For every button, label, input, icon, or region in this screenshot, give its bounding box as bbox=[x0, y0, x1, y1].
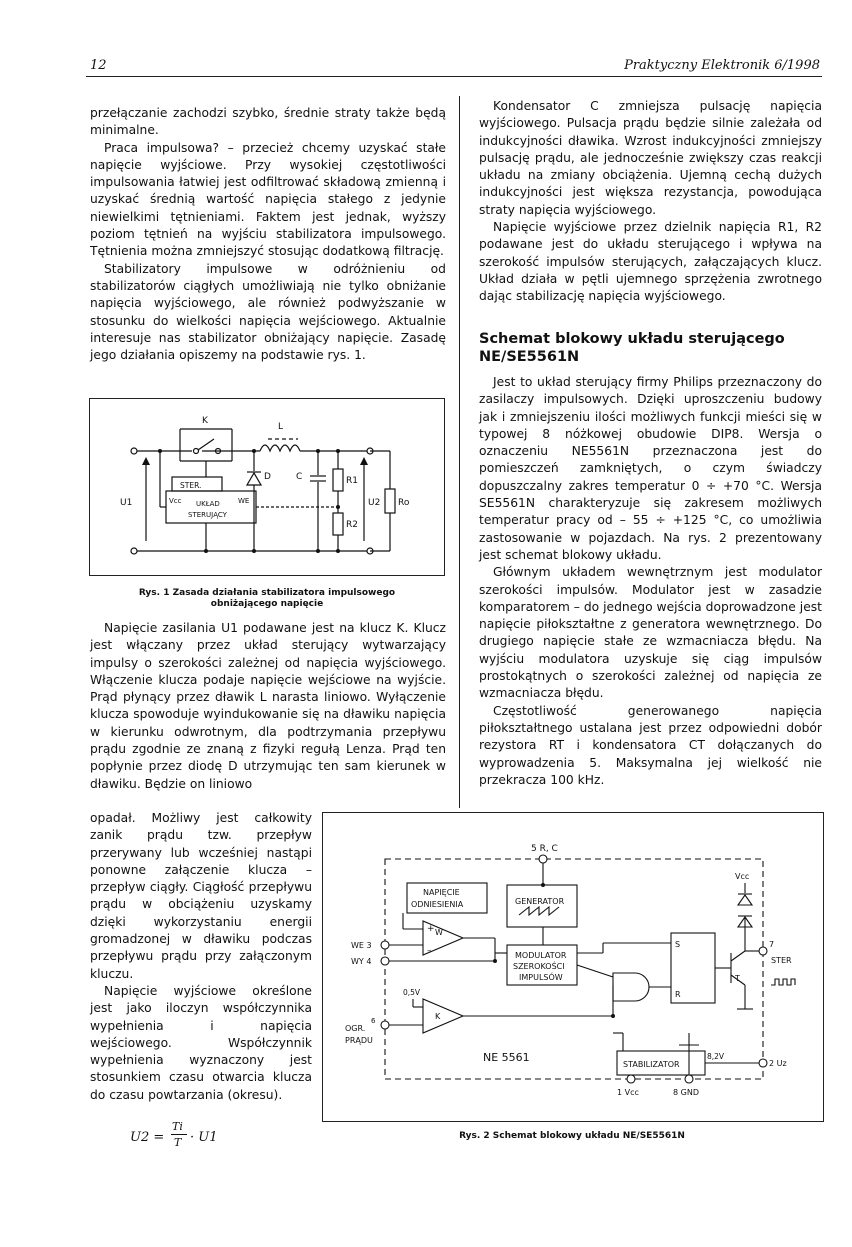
label-ro: Ro bbox=[398, 498, 410, 508]
label-vcc: Vcc bbox=[169, 497, 182, 505]
label-k: K bbox=[435, 1012, 441, 1021]
label-w: W bbox=[435, 928, 443, 937]
label-wy4: WY 4 bbox=[351, 957, 372, 966]
column-divider bbox=[459, 96, 460, 808]
caption-line: Rys. 1 Zasada działania stabilizatora impulsowego bbox=[138, 588, 396, 598]
label-plus: + bbox=[427, 924, 435, 934]
label-r: R bbox=[675, 990, 681, 999]
formula-rhs: · U1 bbox=[190, 1130, 218, 1145]
label-k: K bbox=[202, 416, 208, 426]
figure-1 bbox=[89, 398, 445, 576]
right-column-top bbox=[479, 98, 822, 306]
figure-2 bbox=[322, 812, 824, 1122]
paragraph: przełączanie zachodzi szybko, średnie straty także będą minimalne. bbox=[90, 106, 446, 138]
label-we3: WE 3 bbox=[351, 941, 372, 950]
journal-title: Praktyczny Elektronik 6/1998 bbox=[624, 58, 820, 73]
label-r1: R1 bbox=[346, 476, 358, 486]
label-uklad: UKŁAD bbox=[196, 500, 220, 508]
circuit-diagram-1 bbox=[90, 399, 444, 575]
paragraph: opadał. Możliwy jest całkowity zanik prądu tzw. przepływ przerywany lub wcześniej nastąpi ponowne załączenie klucza – przepływ ciągły. Ciągłość przepływu prądu w obciążeniu uzyskamy dzięki wykorzystaniu energii gromadzonej w dławiku podczas przepływu prądu przy załączonym kluczu. bbox=[90, 811, 312, 981]
label-u2: U2 bbox=[368, 498, 381, 508]
label-vcc: Vcc bbox=[735, 872, 750, 881]
fraction-bar bbox=[171, 1134, 187, 1135]
label-sterujacy: STERUJĄCY bbox=[188, 511, 227, 519]
label-pin8: 8 GND bbox=[673, 1088, 699, 1097]
paragraph: Napięcie wyjściowe określone jest jako iloczyn współczynnika wypełnienia i napięcia wejściowego. Współczynnik wypełnienia wyznaczony jest stosunkiem czasu otwarcia klucza do czasu powtarzania (okresu). bbox=[90, 983, 312, 1102]
section-heading: Schemat blokowy układu sterującego NE/SE5561N bbox=[479, 331, 785, 365]
label-05v: 0,5V bbox=[403, 988, 421, 997]
formula bbox=[130, 1120, 250, 1160]
label-t: T bbox=[735, 974, 740, 983]
label-pin6: 6 bbox=[371, 1017, 376, 1025]
label-modulator: MODULATOR bbox=[515, 951, 567, 960]
paragraph: Stabilizatory impulsowe w odróżnieniu od stabilizatorów ciągłych umożliwiają nie tylko obniżanie napięcia wyjściowego, ale również podwyższanie w stosunku do wielkości napięcia wejściowego. Aktualnie interesuje nas stabilizator obniżający napięcie. Zasadę jego działania opiszemy na podstawie rys. 1. bbox=[90, 261, 446, 363]
label-ogr: OGR. bbox=[345, 1024, 366, 1033]
label-l: L bbox=[278, 422, 284, 432]
right-column-bottom bbox=[479, 374, 822, 789]
label-pradu: PRĄDU bbox=[345, 1036, 373, 1045]
label-szerokosci: SZEROKOŚCI bbox=[513, 962, 565, 971]
paragraph: Kondensator C zmniejsza pulsację napięcia wyjściowego. Pulsacja prądu będzie silnie zależała od indukcyjności dławika. Wzrost indukcyjności zmniejszy pulsację prądu, ale jednocześnie zwiększy czas reakcji układu na zmiany obciążenia. Ujemną cechą dużych indukcyjności jest większa rezystancja, powodująca straty napięcia wyjściowego. bbox=[479, 99, 822, 217]
label-pin7: 7 bbox=[769, 940, 775, 949]
figure-2-caption: Rys. 2 Schemat blokowy układu NE/SE5561N bbox=[459, 1131, 685, 1141]
left-column-middle bbox=[90, 620, 446, 793]
label-c: C bbox=[296, 472, 303, 482]
formula-denominator: T bbox=[174, 1136, 182, 1149]
paragraph: Napięcie zasilania U1 podawane jest na klucz K. Klucz jest włączany przez układ sterujący wytwarzający impulsy o szerokości zależnej od napięcia wyjściowego. Włączenie klucza podaje napięcie wejściowe na wyjście. Prąd płynący przez dławik L narasta liniowo. Wyłączenie klucza spowoduje wyindukowanie się na dławiku napięcia w kierunku odwrotnym, dla podtrzymania przepływu prądu zgodnie ze znaną z fizyki regułą Lenza. Prąd ten popłynie przez diodę D utrzymując ten sam kierunek w dławiku. Będzie on liniowo bbox=[90, 621, 446, 791]
label-napiecie: NAPIĘCIE bbox=[423, 888, 460, 897]
label-stabilizator: STABILIZATOR bbox=[623, 1060, 680, 1069]
label-rc: 5 R, C bbox=[531, 844, 558, 854]
paragraph: Częstotliwość generowanego napięcia piłokształtnego ustalana jest przez odpowiedni dobór rezystora RT i kondensatora CT dołączanych do wyprowadzenia 5. Maksymalna jej wielkość nie przekracza 100 kHz. bbox=[479, 703, 822, 787]
figure-1-caption bbox=[90, 588, 444, 610]
paragraph: Praca impulsowa? – przecież chcemy uzyskać stałe napięcie wyjściowe. Przy wysokiej częstotliwości impulsowania łatwiej jest odfiltrować składową zmienną i uzyskać średnią wartość napięcia stałego z jedynie niewielkimi tętnieniami. Faktem jest jednak, wyższy poziom tętnień na wyjściu stabilizatora impulsowego. Tętnienia można zmniejszyć stosując dodatkową filtrację. bbox=[90, 140, 446, 259]
header-rule bbox=[86, 76, 822, 77]
label-uz: 2 Uz bbox=[769, 1059, 787, 1068]
label-impulsow: IMPULSÓW bbox=[519, 973, 563, 982]
paragraph: Jest to układ sterujący firmy Philips przeznaczony do zasilaczy impulsowych. Dzięki uproszczeniu budowy jak i zmniejszeniu ilości możliwych funkcji mieści się w typowej 8 nóżkowej obudowie DIP8. Wersja o oznaczeniu NE5561N przeznaczona jest do pomieszczeń zamkniętych, o czym świadczy dopuszczalny zakres temperatur 0 ÷ +70 °C. Wersja SE5561N charakteryzuje się zakresem możliwych temperatur pracy od – 55 ÷ +125 °C, co umożliwia zastosowanie w pojazdach. Na rys. 2 prezentowany jest schemat blokowy układu. bbox=[479, 375, 822, 562]
page-number: 12 bbox=[90, 58, 107, 73]
label-s: S bbox=[675, 940, 681, 949]
formula-lhs: U2 = bbox=[130, 1130, 165, 1145]
left-column-top bbox=[90, 105, 446, 364]
label-u1: U1 bbox=[120, 498, 133, 508]
label-82v: 8,2V bbox=[707, 1052, 725, 1061]
paragraph: Napięcie wyjściowe przez dzielnik napięcia R1, R2 podawane jest do układu sterującego i wpływa na szerokość impulsów sterujących, załączających klucz. Układ działa w pętli ujemnego sprzężenia zwrotnego dając stabilizację napięcia wyjściowego. bbox=[479, 220, 822, 304]
label-ster: STER bbox=[771, 956, 792, 965]
label-generator: GENERATOR bbox=[515, 897, 565, 906]
block-diagram-2 bbox=[323, 813, 823, 1121]
left-column-narrow bbox=[90, 810, 312, 1104]
label-ne5561: NE 5561 bbox=[483, 1051, 530, 1064]
label-odniesienia: ODNIESIENIA bbox=[411, 900, 464, 909]
label-pin1: 1 Vcc bbox=[617, 1088, 639, 1097]
label-minus: – bbox=[427, 946, 432, 956]
label-ster: STER. bbox=[180, 481, 202, 490]
formula-numerator: Ti bbox=[172, 1120, 183, 1133]
label-we: WE bbox=[238, 497, 250, 505]
caption-line: obniżającego napięcie bbox=[210, 599, 324, 609]
label-r2: R2 bbox=[346, 520, 358, 530]
label-d: D bbox=[264, 472, 271, 482]
paragraph: Głównym układem wewnętrznym jest modulator szerokości impulsów. Modulator jest w zasadzie komparatorem – do jednego wejścia doprowadzone jest napięcie piłokształtne z generatora wewnętrznego. Do drugiego napięcie stałe ze wzmacniacza błędu. Na wyjściu modulatora uzyskuje się ciąg impulsów prostokątnych o szerokości zależnej od napięcia ze wzmacniacza błędu. bbox=[479, 565, 822, 701]
